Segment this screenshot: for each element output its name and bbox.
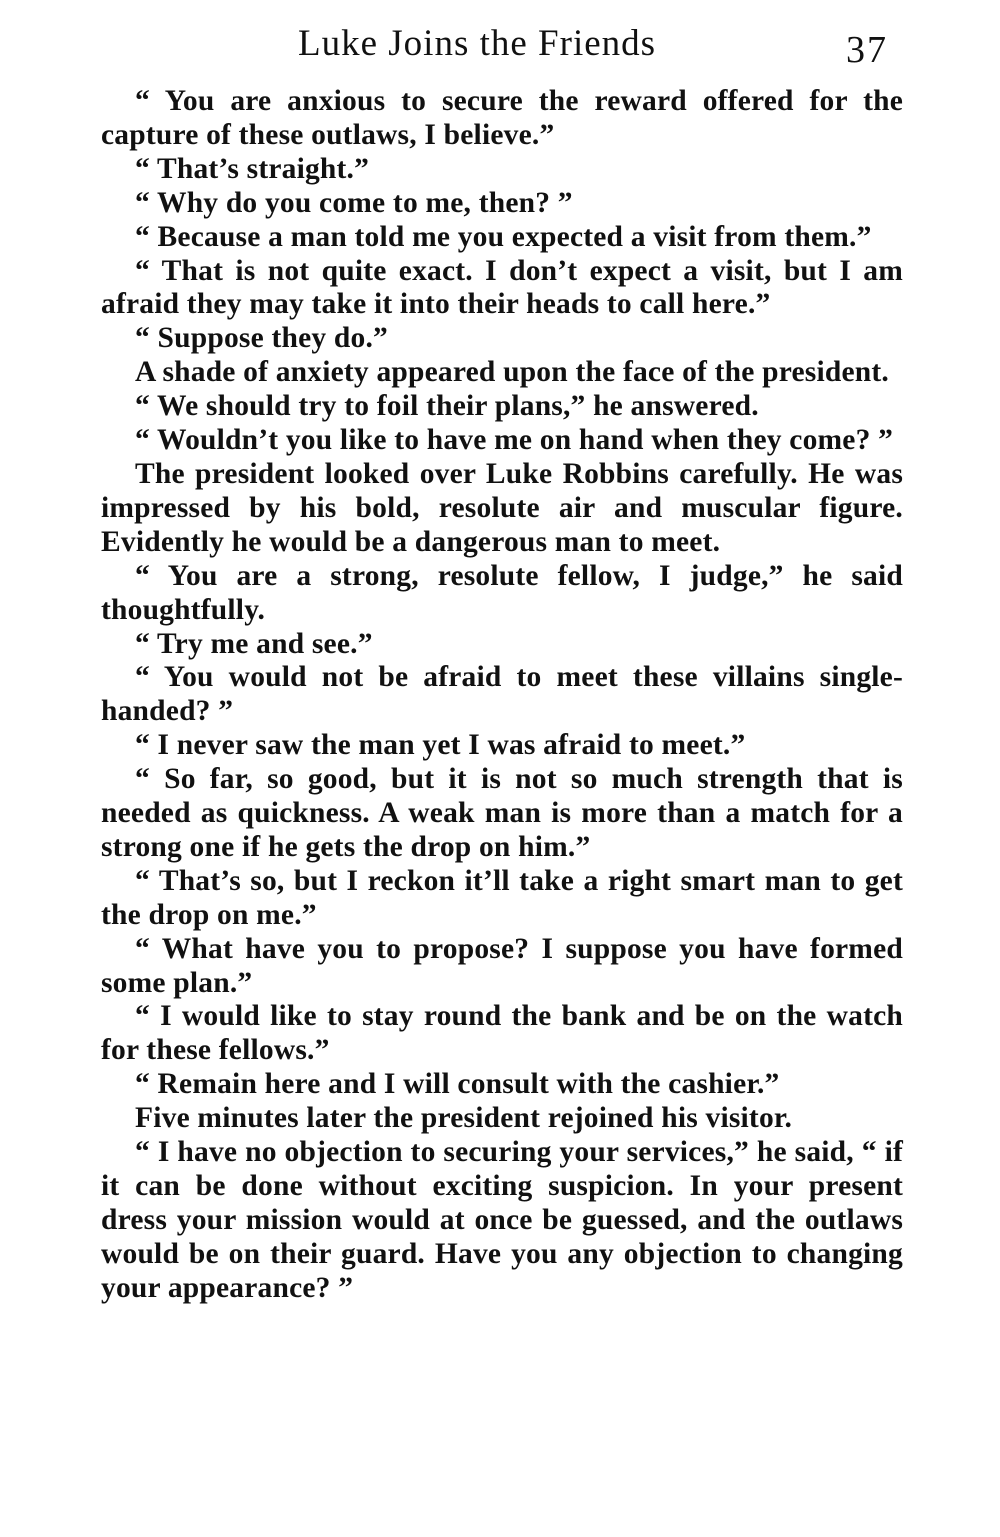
paragraph: “ That’s so, but I reckon it’ll take a right smart man to get the drop on me.” <box>101 864 903 931</box>
paragraph: “ Why do you come to me, then? ” <box>135 186 573 219</box>
running-head-title: Luke Joins the Friends <box>298 23 657 64</box>
running-head <box>0 16 1000 72</box>
paragraph: A shade of anxiety appeared upon the face of the president. <box>135 356 889 389</box>
paragraph: “ Remain here and I will consult with the cashier.” <box>135 1068 780 1101</box>
paragraph: Five minutes later the president rejoined his visitor. <box>135 1102 793 1135</box>
paragraph: “ So far, so good, but it is not so much strength that is needed as quickness. A weak man is more than a match for a strong one if he gets the drop on him.” <box>101 763 903 863</box>
paragraph: “ We should try to foil their plans,” he answered. <box>135 390 759 423</box>
paragraph: “ I never saw the man yet I was afraid to meet.” <box>135 729 746 762</box>
paragraph: “ Wouldn’t you like to have me on hand when they come? ” <box>135 424 894 457</box>
paragraph: The president looked over Luke Robbins carefully. He was impressed by his bold, resolute air and muscular figure. Evidently he would be a dangerous man to meet. <box>101 457 903 558</box>
page-number: 37 <box>846 29 888 71</box>
paragraph: “ That is not quite exact. I don’t expect a visit, but I am afraid they may take it into their heads to call here.” <box>101 254 903 321</box>
paragraph: “ I would like to stay round the bank and be on the watch for these fellows.” <box>101 1000 903 1067</box>
paragraph: “ You are anxious to secure the reward offered for the capture of these outlaws, I believe.” <box>101 85 903 151</box>
paragraph: “ What have you to propose? I suppose you have formed some plan.” <box>101 932 903 999</box>
paragraph: “ Because a man told me you expected a visit from them.” <box>135 220 872 253</box>
paragraph: “ You would not be afraid to meet these villains single-handed? ” <box>101 661 903 728</box>
paragraph: “ I have no objection to securing your services,” he said, “ if it can be done without exciting suspicion. In your present dress your mission would at once be guessed, and the outlaws would be on their guard. Have you any objection to changing your appearance? ” <box>101 1136 903 1304</box>
body-text <box>101 85 903 1306</box>
paragraph: “ Try me and see.” <box>135 627 373 660</box>
paragraph: “ That’s straight.” <box>135 152 370 185</box>
paragraph: “ You are a strong, resolute fellow, I judge,” he said thoughtfully. <box>101 559 903 626</box>
paragraph: “ Suppose they do.” <box>135 322 388 355</box>
